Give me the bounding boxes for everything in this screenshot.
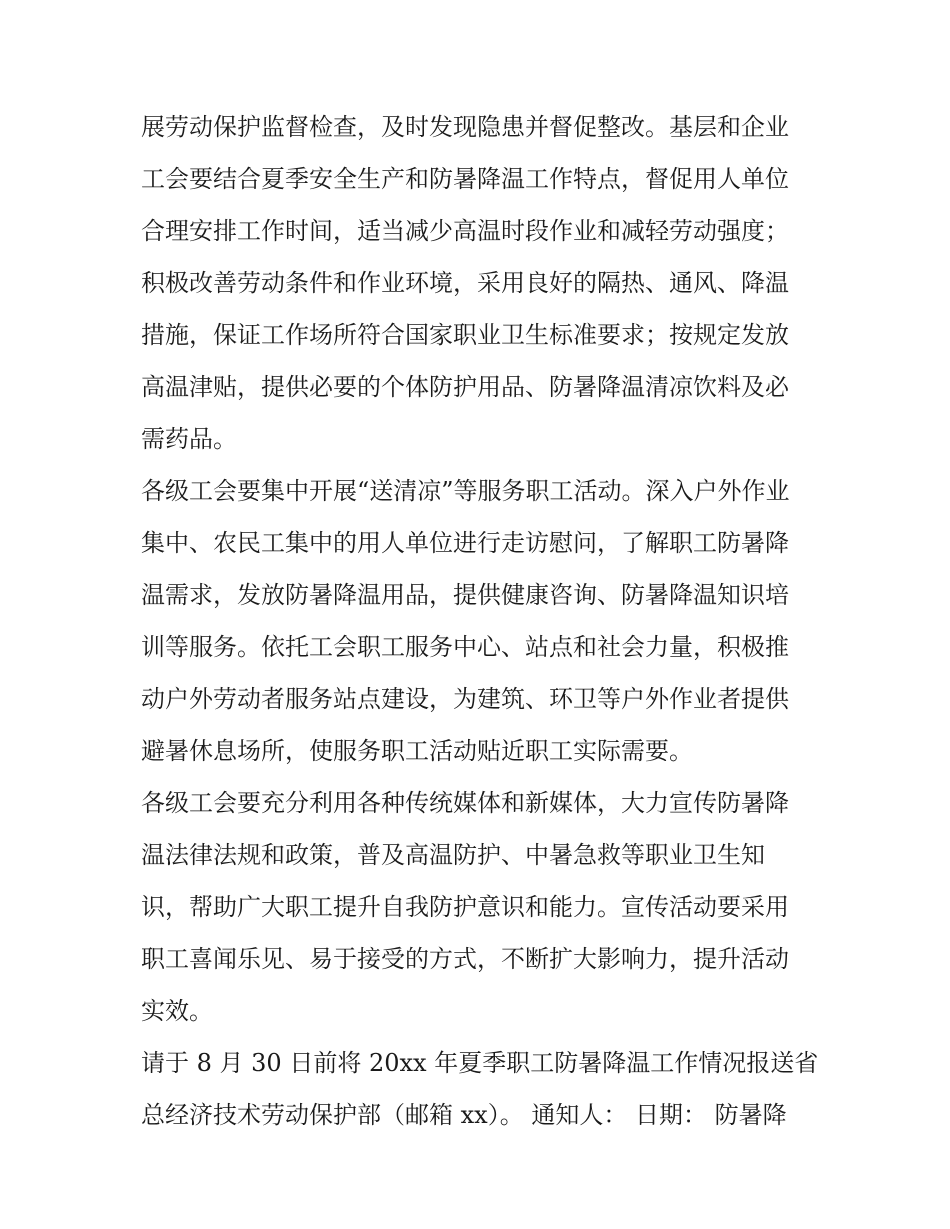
- text-line: 实效。: [141, 997, 213, 1025]
- text-line: 避暑休息场所，使服务职工活动贴近职工实际需要。: [141, 737, 693, 765]
- text-line: 请于 8 月 30 日前将 20xx 年夏季职工防暑降温工作情况报送省: [141, 1049, 819, 1077]
- text-line: 积极改善劳动条件和作业环境，采用良好的隔热、通风、降温: [141, 269, 789, 297]
- text-line: 需药品。: [141, 425, 237, 453]
- text-line: 合理安排工作时间，适当减少高温时段作业和减轻劳动强度；: [141, 217, 789, 245]
- text-line: 措施，保证工作场所符合国家职业卫生标准要求；按规定发放: [141, 321, 789, 349]
- text-line: 工会要结合夏季安全生产和防暑降温工作特点，督促用人单位: [141, 165, 789, 193]
- text-line: 总经济技术劳动保护部（邮箱 xx）。 通知人： 日期： 防暑降: [141, 1101, 787, 1129]
- text-line: 展劳动保护监督检查，及时发现隐患并督促整改。基层和企业: [141, 113, 789, 141]
- text-line: 识，帮助广大职工提升自我防护意识和能力。宣传活动要采用: [141, 893, 789, 921]
- text-line: 温需求，发放防暑降温用品，提供健康咨询、防暑降温知识培: [141, 581, 789, 609]
- text-line: 训等服务。依托工会职工服务中心、站点和社会力量，积极推: [141, 633, 789, 661]
- text-line: 温法律法规和政策，普及高温防护、中暑急救等职业卫生知: [141, 841, 765, 869]
- text-line: 动户外劳动者服务站点建设，为建筑、环卫等户外作业者提供: [141, 685, 789, 713]
- text-line: 职工喜闻乐见、易于接受的方式，不断扩大影响力，提升活动: [141, 945, 789, 973]
- text-line: 各级工会要集中开展“送清凉”等服务职工活动。深入户外作业: [141, 477, 790, 505]
- text-line: 集中、农民工集中的用人单位进行走访慰问，了解职工防暑降: [141, 529, 789, 557]
- text-line: 各级工会要充分利用各种传统媒体和新媒体，大力宣传防暑降: [141, 789, 789, 817]
- text-line: 高温津贴，提供必要的个体防护用品、防暑降温清凉饮料及必: [141, 373, 789, 401]
